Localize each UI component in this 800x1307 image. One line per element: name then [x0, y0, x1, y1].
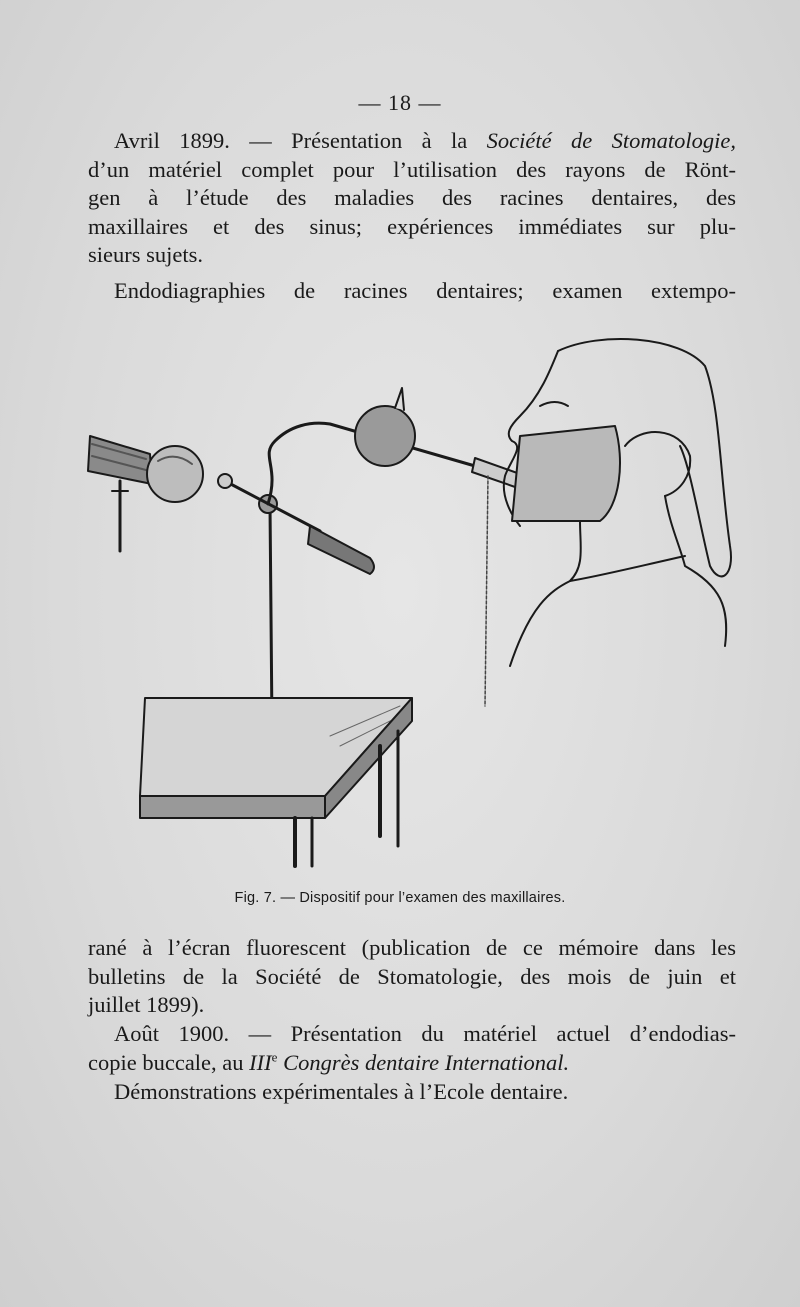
text-line: rané à l’écran fluorescent (publication de ce mémoire dans les [88, 935, 736, 960]
figure-caption: Fig. 7. — Dispositif pour l’examen des maxillaires. [234, 890, 566, 906]
text-line: Endodiagraphies de racines dentaires; examen extempo- [114, 278, 736, 303]
patient-head-drawing [504, 339, 731, 666]
paragraph-endodiagraphies [88, 277, 736, 306]
page-number: — 18 — [358, 90, 442, 115]
paragraph-april-1899 [88, 127, 736, 270]
italic-roman-numeral: III [249, 1049, 272, 1075]
text-line [88, 127, 736, 156]
xray-tube-drawing [88, 436, 203, 551]
table-drawing [140, 698, 412, 866]
text-line: Août 1900. — Présentation du matériel actuel d’endodias- [114, 1021, 736, 1046]
text-line: bulletins de la Société de Stomatologie, des mois de juin et [88, 963, 736, 989]
text-line: maxillaires et des sinus; expériences immédiates sur plu- [88, 213, 736, 239]
text-span: Avril 1899. — Présentation à la [114, 128, 487, 153]
paragraph-demonstrations [88, 1078, 736, 1107]
text-line: sieurs sujets. [88, 242, 203, 267]
figure-engraving [80, 326, 740, 876]
text-line [88, 1049, 736, 1078]
italic-society-name: Société de Stomatologie, [486, 128, 736, 153]
superscript-e: e [271, 1049, 278, 1064]
text-span: copie buccale, au [88, 1049, 250, 1075]
text-line: d’un matériel complet pour l’utilisation des rayons de Rönt- [88, 156, 736, 182]
paragraph-fluorescent-screen [88, 934, 736, 1020]
text-line: Démonstrations expérimentales à l’Ecole dentaire. [114, 1079, 569, 1104]
italic-congress-name: Congrès dentaire International. [277, 1049, 570, 1075]
text-line: juillet 1899). [88, 992, 205, 1017]
paragraph-august-1900 [88, 1020, 736, 1077]
text-line: gen à l’étude des maladies des racines dentaires, des [88, 185, 736, 210]
